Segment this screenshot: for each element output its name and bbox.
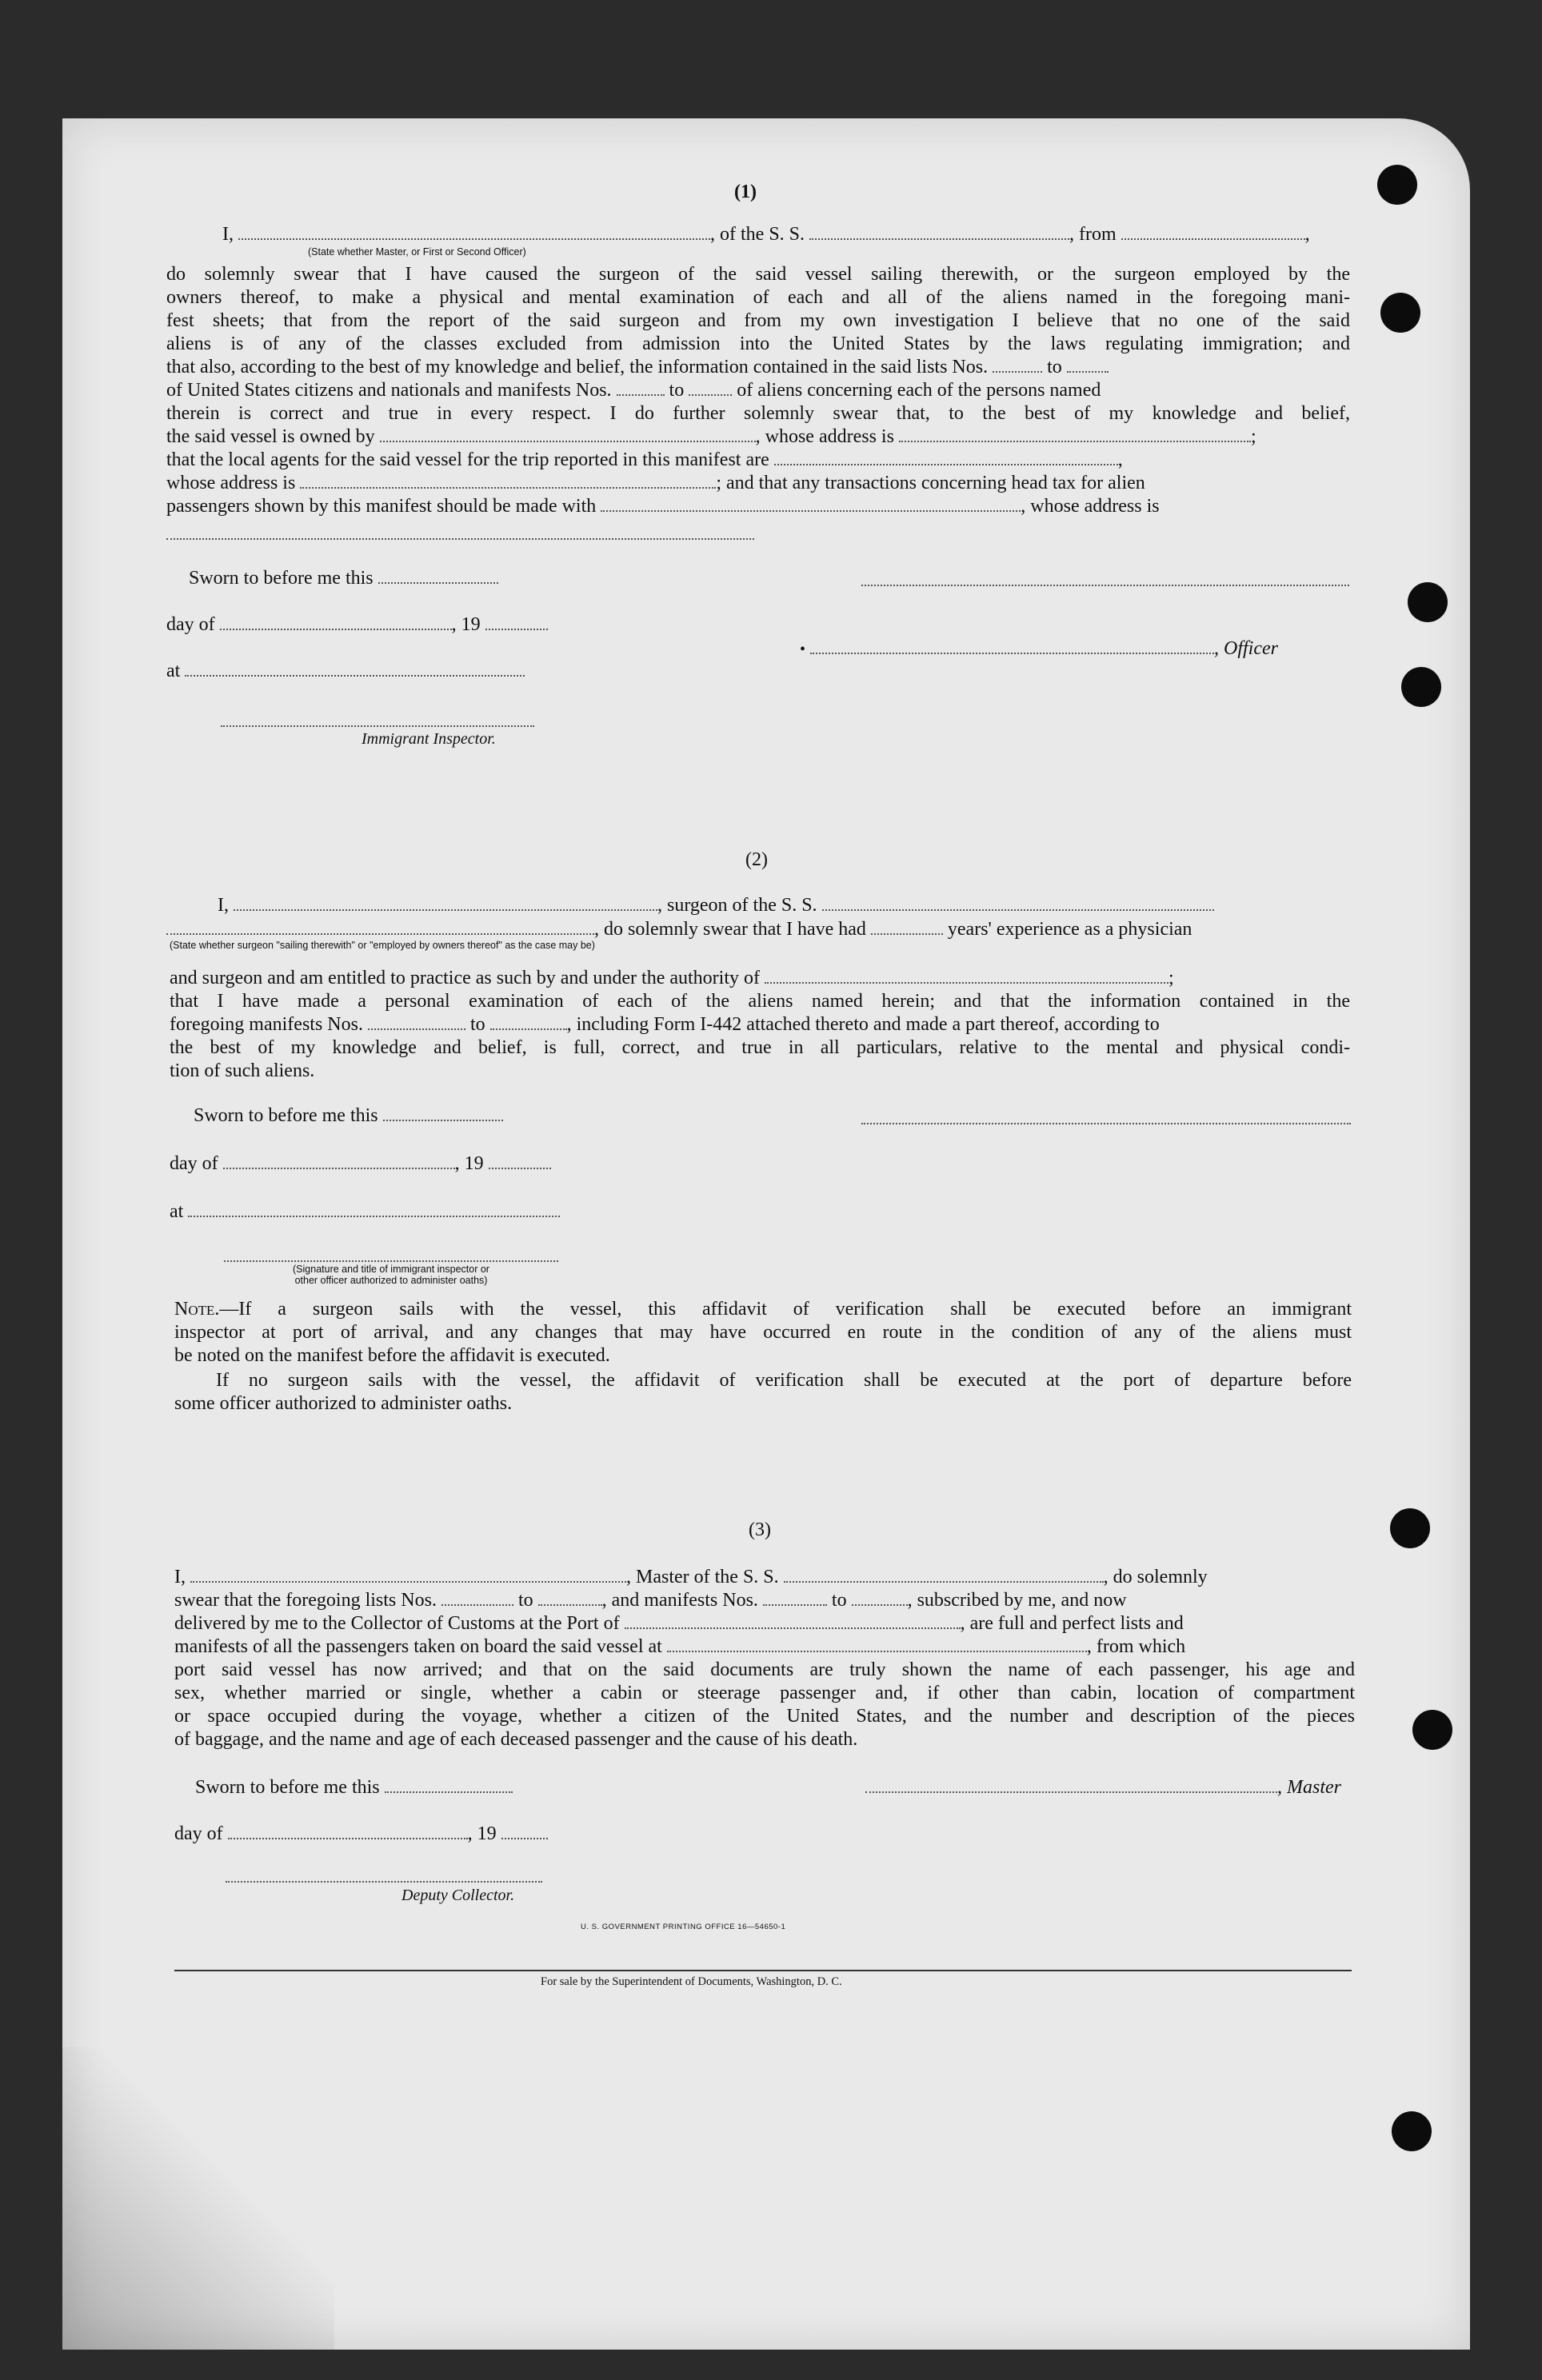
month-field[interactable] (223, 1167, 455, 1169)
whose-address-text: , whose address is (1021, 496, 1160, 517)
semicolon: ; (1250, 426, 1256, 447)
form-text: , including Form I-442 attached thereto and made a part thereof, according to (566, 1014, 1160, 1035)
officer-signature-line-1[interactable] (861, 585, 1349, 586)
s1-para-line: aliens is of any of the classes excluded from admission into the United States by the laws regulating immigration; and (166, 333, 1350, 354)
note-label: Note. (174, 1299, 220, 1320)
s3-day-of (174, 1823, 548, 1846)
punch-hole (1377, 165, 1417, 205)
section-3-heading: (3) (749, 1519, 771, 1540)
at-text: at (170, 1201, 184, 1222)
master-of-ss-text: , Master of the S. S. (626, 1567, 779, 1587)
s3-sworn (195, 1776, 513, 1799)
agent-address-field[interactable] (300, 486, 716, 489)
whose-address-text: , whose address is (755, 426, 894, 447)
to-text: to (1047, 357, 1062, 377)
manifest-no-to-field[interactable] (490, 1028, 567, 1030)
manifest-no-from-field[interactable] (763, 1603, 827, 1606)
punch-hole (1401, 667, 1441, 707)
day-of-text: day of (166, 614, 215, 635)
local-agents-field[interactable] (774, 463, 1118, 465)
head-tax-address-field[interactable] (166, 538, 754, 540)
do-solemnly-text: , do solemnly (1103, 1567, 1208, 1587)
s2-day-of (170, 1152, 551, 1176)
list-no-to-field[interactable] (538, 1603, 602, 1606)
s1-para-line: do solemnly swear that I have caused the surgeon of the said vessel sailing therewith, or the surgeon employed by the (166, 264, 1350, 285)
to-text: to (669, 380, 685, 401)
owner-address-field[interactable] (899, 440, 1251, 442)
note-line-1 (174, 1298, 1352, 1321)
day-of-text: day of (170, 1153, 218, 1174)
signature-note (224, 1264, 558, 1286)
sworn-text: Sworn to before me this (194, 1105, 378, 1126)
manifest-no-from-field[interactable] (368, 1028, 465, 1030)
sworn-day-field[interactable] (383, 1119, 503, 1121)
head-tax-text: ; and that any transactions concerning head tax for alien (716, 473, 1145, 493)
officer-label: , Officer (1214, 638, 1278, 659)
ship-name-field[interactable] (784, 1580, 1104, 1583)
surgeon-status-note: (State whether surgeon "sailing therewith" or "employed by owners thereof" as the case may be) (170, 940, 595, 951)
surgeon-name-field[interactable] (234, 908, 657, 911)
deputy-label: Deputy Collector. (401, 1887, 515, 1904)
s1-para-line (166, 379, 1350, 402)
port-from-field[interactable] (1121, 238, 1305, 240)
punch-hole (1392, 2111, 1432, 2151)
from-which-text: , from which (1086, 1636, 1186, 1657)
inspector-signature-field[interactable] (224, 1260, 558, 1262)
note-line-5: some officer authorized to administer oaths. (174, 1393, 513, 1414)
punch-hole (1408, 582, 1448, 622)
head-tax-contact-field[interactable] (601, 509, 1021, 512)
year-prefix: , 19 (454, 1153, 484, 1174)
note-line-2: inspector at port of arrival, and any changes that may have occurred en route in the condition of any of the aliens must (174, 1322, 1352, 1343)
manifest-no-from-field[interactable] (617, 393, 665, 396)
month-field[interactable] (220, 628, 452, 630)
s3-para-line: or space occupied during the voyage, whether a citizen of the United States, and the number and description of the pieces (174, 1706, 1355, 1727)
deputy-signature-field[interactable] (226, 1881, 542, 1883)
manifests-text: of United States citizens and nationals and manifests Nos. (166, 380, 612, 401)
owned-by-text: the said vessel is owned by (166, 426, 375, 447)
label-i: I, (174, 1567, 186, 1587)
ship-name-field[interactable] (809, 238, 1069, 240)
surgeon-of-ss-text: , surgeon of the S. S. (657, 895, 817, 916)
label-of-ss: , of the S. S. (710, 224, 805, 245)
year-field[interactable] (489, 1167, 551, 1169)
s2-para-line: tion of such aliens. (170, 1060, 315, 1081)
inspector-signature-field[interactable] (221, 725, 534, 727)
year-prefix: , 19 (467, 1823, 497, 1844)
sworn-text: Sworn to before me this (195, 1777, 380, 1798)
section-3-line-1 (174, 1566, 1358, 1589)
aliens-text: of aliens concerning each of the persons named (737, 380, 1101, 401)
list-no-to-field[interactable] (1067, 370, 1109, 373)
label-i: I, (218, 895, 229, 916)
surgeon-signature-field[interactable] (861, 1123, 1351, 1124)
collector-text: delivered by me to the Collector of Customs at the Port of (174, 1613, 620, 1634)
manifests-text: foregoing manifests Nos. (170, 1014, 363, 1035)
s1-day-of (166, 613, 548, 637)
s2-para-line (170, 967, 1353, 990)
master-label: , Master (1277, 1777, 1341, 1798)
note-line-3: be noted on the manifest before the affidavit is executed. (174, 1345, 610, 1366)
local-agents-text: that the local agents for the said vessel for the trip reported in this manifest are (166, 449, 769, 470)
comma: , (1304, 224, 1310, 245)
officer-title-note: (State whether Master, or First or Second Officer) (308, 246, 526, 258)
lists-text: swear that the foregoing lists Nos. (174, 1590, 437, 1611)
s1-para-line: owners thereof, to make a physical and mental examination of each and all of the aliens named in the foregoing mani- (166, 287, 1350, 308)
s1-para-line: therein is correct and true in every respect. I do further solemnly swear that, to the best of my knowledge and belief, (166, 403, 1350, 424)
years-experience-text: years' experience as a physician (947, 919, 1192, 940)
semicolon: ; (1168, 968, 1174, 988)
ship-name-field[interactable] (822, 908, 1214, 911)
s1-para-line (166, 449, 1350, 472)
place-field[interactable] (188, 1215, 560, 1217)
comma: , (1117, 449, 1123, 470)
list-no-from-field[interactable] (441, 1603, 513, 1606)
swear-text: , do solemnly swear that I have had (594, 919, 866, 940)
whose-address-text: whose address is (166, 473, 296, 493)
note-text: —If a surgeon sails with the vessel, this affidavit of verification shall be executed before an immigrant (219, 1299, 1352, 1320)
to-text: to (469, 1014, 485, 1035)
inspector-label: Immigrant Inspector. (362, 730, 496, 748)
s1-officer-line (800, 637, 1278, 661)
manifests-text: , and manifests Nos. (601, 1590, 758, 1611)
s1-sworn (189, 567, 498, 590)
s3-para-line: of baggage, and the name and age of each deceased passenger and the cause of his death. (174, 1729, 858, 1750)
s3-para-line (174, 1589, 1358, 1612)
label-from: , from (1069, 224, 1117, 245)
s1-para-line (166, 472, 1350, 495)
bullet-mark: • (800, 641, 806, 658)
year-field[interactable] (485, 628, 548, 630)
s2-sworn (194, 1104, 503, 1128)
list-no-from-field[interactable] (993, 370, 1042, 373)
at-text: at (166, 661, 181, 681)
s3-para-line: port said vessel has now arrived; and that on the said documents are truly shown the name of each passenger, his age and (174, 1659, 1355, 1680)
s2-para-line: that I have made a personal examination of each of the aliens named herein; and that the information contained in the (170, 991, 1350, 1012)
torn-corner-shadow (62, 2047, 334, 2350)
gpo-imprint: U. S. GOVERNMENT PRINTING OFFICE 16—54650-1 (581, 1923, 786, 1931)
sworn-day-field[interactable] (385, 1791, 513, 1793)
sale-notice: For sale by the Superintendent of Documents, Washington, D. C. (541, 1975, 842, 1988)
s3-master-line (865, 1776, 1341, 1799)
label-i: I, (222, 224, 234, 245)
head-tax-with-text: passengers shown by this manifest should be made with (166, 496, 597, 517)
signature-note-line: other officer authorized to administer oaths) (294, 1275, 488, 1286)
punch-hole (1412, 1710, 1452, 1750)
lists-text: that also, according to the best of my knowledge and belief, the information contained in the said lists Nos. (166, 357, 989, 377)
note-line-4: If no surgeon sails with the vessel, the affidavit of verification shall be executed at the port of departure before (216, 1370, 1352, 1391)
officer-title-field[interactable] (238, 238, 710, 240)
punch-hole (1390, 1508, 1430, 1548)
departure-port-field[interactable] (667, 1650, 1087, 1652)
sworn-text: Sworn to before me this (189, 568, 374, 589)
master-signature-field[interactable] (865, 1791, 1277, 1793)
s1-para-line (166, 495, 1350, 518)
sworn-day-field[interactable] (378, 581, 498, 584)
owner-field[interactable] (380, 440, 756, 442)
signature-note-line: (Signature and title of immigrant inspector or (293, 1264, 489, 1275)
s3-para-line (174, 1635, 1358, 1659)
full-lists-text: , are full and perfect lists and (960, 1613, 1184, 1634)
month-field[interactable] (228, 1837, 468, 1839)
section-1-heading: (1) (734, 182, 757, 202)
day-of-text: day of (174, 1823, 223, 1844)
surgeon-status-field[interactable] (166, 932, 594, 935)
s2-para-line (170, 1013, 1350, 1036)
manifest-no-to-field[interactable] (852, 1603, 908, 1606)
section-2-line-1 (218, 894, 1214, 917)
s1-para-line: fest sheets; that from the report of the said surgeon and from my own investigation I believe that no one of the said (166, 310, 1350, 331)
footer-rule (174, 1970, 1352, 1971)
taken-on-board-text: manifests of all the passengers taken on board the said vessel at (174, 1636, 662, 1657)
year-field[interactable] (501, 1837, 548, 1839)
s1-para-line (166, 425, 1350, 449)
authority-field[interactable] (765, 981, 1168, 984)
subscribed-text: , subscribed by me, and now (907, 1590, 1127, 1611)
section-1-line-1 (222, 223, 1350, 246)
punch-hole (1380, 293, 1420, 333)
to-text: to (517, 1590, 533, 1611)
s2-para-line: the best of my knowledge and belief, is full, correct, and true in all particulars, relative to the mental and physical condi- (170, 1037, 1350, 1058)
s1-para-line (166, 356, 1350, 379)
port-field[interactable] (625, 1627, 961, 1629)
to-text: to (831, 1590, 847, 1611)
s3-para-line: sex, whether married or single, whether a cabin or steerage passenger and, if other than cabin, location of compartment (174, 1683, 1355, 1703)
s1-at (166, 660, 525, 683)
officer-signature-field[interactable] (810, 652, 1214, 654)
authority-text: and surgeon and am entitled to practice as such by and under the authority of (170, 968, 760, 988)
manifest-no-to-field[interactable] (689, 393, 732, 396)
place-field[interactable] (185, 674, 525, 677)
years-field[interactable] (871, 932, 943, 935)
section-2-line-2 (166, 918, 1192, 941)
year-prefix: , 19 (451, 614, 481, 635)
master-name-field[interactable] (190, 1580, 626, 1583)
s3-para-line (174, 1612, 1358, 1635)
section-2-heading: (2) (745, 849, 768, 870)
s2-at (170, 1200, 560, 1224)
